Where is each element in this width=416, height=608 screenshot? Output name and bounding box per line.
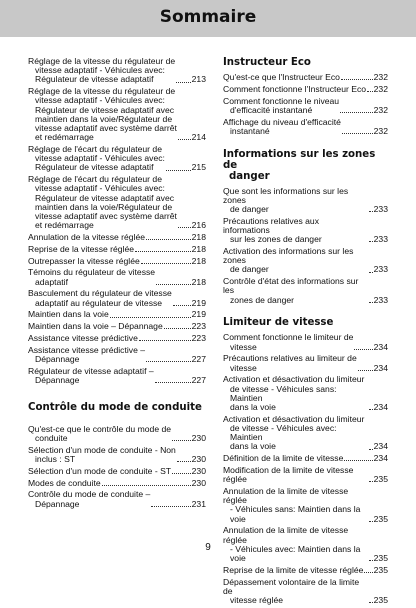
toc-entry-line: Témoins du régulateur de vitesse bbox=[28, 267, 156, 278]
dot-leader bbox=[341, 73, 373, 80]
toc-entry-line: Qu'est-ce que le contrôle du mode de bbox=[28, 423, 172, 434]
dot-leader bbox=[156, 278, 191, 285]
toc-entry-line: Comment fonctionne le niveau bbox=[223, 95, 340, 106]
toc-entry-line: vitesse adaptatif - Véhicules avec: bbox=[35, 95, 165, 106]
dot-leader bbox=[369, 596, 373, 603]
dot-leader bbox=[344, 454, 372, 461]
toc-page-number: 227 bbox=[191, 354, 206, 365]
toc-entry-line: de vitesse - Véhicules avec: Maintien bbox=[230, 423, 337, 443]
toc-entry-title bbox=[223, 375, 368, 412]
toc-entry-line: Régulateur de vitesse adaptatif avec bbox=[35, 104, 175, 115]
toc-entry-line: vitesse adaptatif avec système darrêt bbox=[35, 123, 177, 134]
toc-page-number: 218 bbox=[191, 276, 206, 287]
toc-entry-title bbox=[28, 467, 171, 476]
toc-entry[interactable] bbox=[28, 145, 206, 173]
toc-entry-line: Régulateur de vitesse adaptatif bbox=[35, 74, 154, 85]
section-heading-line: danger bbox=[229, 170, 270, 182]
dot-leader bbox=[151, 500, 190, 507]
section-heading bbox=[223, 317, 388, 328]
toc-entry-line: maintien dans la voie/Régulateur de bbox=[35, 113, 173, 124]
toc-page-number: 218 bbox=[191, 255, 206, 266]
toc-right-column bbox=[223, 57, 388, 608]
toc-page-number: 230 bbox=[191, 477, 206, 488]
toc-entry[interactable] bbox=[28, 233, 206, 242]
toc-entry-title bbox=[223, 217, 368, 245]
dot-leader bbox=[369, 403, 373, 410]
toc-entry-title bbox=[223, 354, 357, 372]
toc-entry-line: Activation et désactivation du limiteur bbox=[223, 413, 365, 424]
toc-page-number: 218 bbox=[191, 243, 206, 254]
toc-entry[interactable] bbox=[223, 578, 388, 606]
toc-entry-line: Comment fonctionne l'Instructeur Eco bbox=[223, 83, 367, 94]
toc-page-number: 215 bbox=[191, 162, 206, 173]
dot-leader bbox=[358, 364, 373, 371]
toc-page-number: 227 bbox=[191, 375, 206, 386]
toc-entry[interactable] bbox=[223, 333, 388, 351]
toc-entry-title bbox=[28, 233, 145, 242]
toc-entry-title bbox=[28, 490, 150, 508]
toc-entry-line: de danger bbox=[230, 264, 269, 275]
toc-entry[interactable] bbox=[223, 354, 388, 372]
toc-entry-line: maintien dans la voie/Régulateur de bbox=[35, 201, 173, 212]
toc-page-number: 216 bbox=[191, 220, 206, 231]
toc-entry-line: dans la voie bbox=[230, 441, 276, 452]
toc-entry-line: Annulation de la limite de vitesse réglée bbox=[223, 525, 349, 545]
toc-entry-line: instantané bbox=[230, 125, 270, 136]
page-number: 9 bbox=[205, 542, 211, 553]
toc-page-number: 233 bbox=[373, 294, 388, 305]
dot-leader bbox=[139, 334, 191, 341]
toc-entry-line: Reprise de la limite de vitesse réglée bbox=[223, 564, 364, 575]
toc-page-number: 231 bbox=[191, 498, 206, 509]
toc-page-number: 218 bbox=[191, 232, 206, 243]
toc-entry-title bbox=[223, 73, 340, 82]
toc-entry[interactable] bbox=[28, 479, 206, 488]
toc-entry-line: vitesse adaptatif - Véhicules avec: bbox=[35, 153, 165, 164]
toc-entry-line: Maintien dans la voie – Dépannage bbox=[28, 321, 163, 332]
toc-entry-line: Activation des informations sur les zones bbox=[223, 246, 354, 266]
toc-entry[interactable] bbox=[28, 57, 206, 85]
toc-entry[interactable] bbox=[28, 310, 206, 319]
toc-page-number: 235 bbox=[373, 513, 388, 524]
toc-entry-title bbox=[28, 310, 109, 319]
toc-entry[interactable] bbox=[223, 118, 388, 136]
toc-entry-title bbox=[28, 322, 163, 331]
toc-entry[interactable] bbox=[223, 247, 388, 275]
toc-entry-line: zones de danger bbox=[230, 294, 295, 305]
dot-leader bbox=[178, 221, 191, 228]
toc-entry[interactable] bbox=[223, 566, 388, 575]
toc-page-number: 234 bbox=[373, 402, 388, 413]
toc-entry-line: Réglage de l'écart du régulateur de bbox=[28, 144, 162, 155]
toc-entry-title bbox=[223, 566, 363, 575]
toc-entry-title bbox=[223, 97, 339, 115]
dot-leader bbox=[141, 257, 191, 264]
toc-entry[interactable] bbox=[28, 367, 206, 385]
toc-entry-line: Dépannage bbox=[35, 375, 80, 386]
toc-entry-line: adaptatif bbox=[35, 276, 68, 287]
toc-entry-line: vitesse adaptatif - Véhicules avec: bbox=[35, 183, 165, 194]
toc-page-number: 235 bbox=[373, 564, 388, 575]
dot-leader bbox=[110, 311, 191, 318]
toc-entry-line: Dépannage bbox=[35, 498, 80, 509]
section-heading-line: Instructeur Eco bbox=[223, 57, 311, 68]
toc-entry[interactable] bbox=[28, 289, 206, 307]
toc-entry-title bbox=[28, 289, 172, 307]
dot-leader bbox=[172, 434, 191, 441]
section-heading: Contrôle du mode de conduite bbox=[28, 401, 202, 413]
dot-leader bbox=[166, 164, 191, 171]
toc-entry-title bbox=[223, 247, 368, 275]
toc-page-number: 223 bbox=[191, 333, 206, 344]
toc-entry-line: Régulateur de vitesse adaptatif avec bbox=[35, 192, 175, 203]
toc-entry-title bbox=[223, 118, 341, 136]
toc-entry-line: Réglage de l'écart du régulateur de bbox=[28, 174, 162, 185]
toc-page-number: 232 bbox=[373, 83, 388, 94]
toc-entry-line: Sélection d'un mode de conduite - Non bbox=[28, 444, 176, 455]
toc-entry-line: Outrepasser la vitesse réglée bbox=[28, 255, 140, 266]
toc-entry-title bbox=[28, 245, 134, 254]
toc-entry-line: Basculement du régulateur de vitesse bbox=[28, 288, 172, 299]
dot-leader bbox=[367, 85, 373, 92]
toc-entry-line: et redémarrage bbox=[35, 220, 94, 231]
toc-page-number: 233 bbox=[373, 234, 388, 245]
toc-entry-line: Annulation de la vitesse réglée bbox=[28, 232, 146, 243]
toc-entry[interactable] bbox=[28, 245, 206, 254]
toc-entry-line: Réglage de la vitesse du régulateur de bbox=[28, 86, 176, 97]
toc-entry[interactable] bbox=[28, 175, 206, 230]
section-heading bbox=[223, 57, 388, 68]
toc-entry-line: Modification de la limite de vitesse réglée bbox=[223, 465, 354, 485]
dot-leader bbox=[369, 443, 373, 450]
toc-entry[interactable] bbox=[28, 346, 206, 364]
toc-page-number: 233 bbox=[373, 204, 388, 214]
toc-entry-title bbox=[223, 415, 368, 452]
toc-entry[interactable] bbox=[28, 257, 206, 266]
toc-entry-line: Que sont les informations sur les zones bbox=[223, 185, 349, 205]
dot-leader bbox=[155, 376, 191, 383]
toc-entry-title bbox=[223, 454, 343, 463]
toc-page-number: 223 bbox=[191, 321, 206, 332]
toc-entry-line: de vitesse - Véhicules sans: Maintien bbox=[230, 383, 337, 403]
toc-entry-title bbox=[223, 187, 368, 215]
section-heading bbox=[223, 149, 388, 182]
toc-page-number: 234 bbox=[373, 441, 388, 452]
toc-entry-title bbox=[28, 57, 175, 85]
toc-entry-line: conduite bbox=[35, 433, 68, 444]
toc-entry[interactable] bbox=[28, 490, 206, 508]
dot-leader bbox=[146, 233, 191, 240]
toc-entry[interactable] bbox=[223, 277, 388, 305]
toc-page-number: 232 bbox=[373, 125, 388, 136]
toc-entry-title bbox=[28, 446, 176, 464]
section-spacer bbox=[223, 139, 388, 149]
toc-entry-line: vitesse adaptatif avec système darrêt bbox=[35, 211, 177, 222]
toc-entry[interactable] bbox=[223, 454, 388, 463]
toc-entry-line: Contrôle d'état des informations sur les bbox=[223, 276, 359, 296]
page-title: Sommaire bbox=[159, 7, 257, 27]
dot-leader bbox=[340, 106, 373, 113]
toc-entry-line: et redémarrage bbox=[35, 132, 94, 143]
dot-leader bbox=[342, 127, 373, 134]
toc-entry-title bbox=[223, 277, 368, 305]
toc-entry-title bbox=[28, 334, 138, 343]
toc-entry-line: Affichage du niveau d'efficacité bbox=[223, 116, 341, 127]
toc-entry-line: inclus : ST bbox=[35, 454, 76, 465]
toc-entry-line: Reprise de la vitesse réglée bbox=[28, 243, 135, 254]
dot-leader bbox=[173, 299, 191, 306]
toc-entry-line: Sélection d'un mode de conduite - ST bbox=[28, 465, 172, 476]
toc-entry-line: dans la voie bbox=[230, 402, 276, 413]
toc-entry-line: sur les zones de danger bbox=[230, 234, 322, 245]
dot-leader bbox=[364, 566, 372, 573]
toc-entry-title bbox=[28, 425, 171, 443]
dot-leader bbox=[369, 515, 373, 522]
toc-entry-line: vitesse bbox=[230, 362, 257, 373]
dot-leader bbox=[369, 475, 373, 482]
toc-page-number: 232 bbox=[373, 104, 388, 115]
toc-entry[interactable] bbox=[223, 375, 388, 412]
dot-leader bbox=[369, 296, 373, 303]
toc-entry-line: - Véhicules avec: Maintien dans la voie bbox=[230, 543, 361, 564]
dot-leader bbox=[354, 343, 372, 350]
toc-entry[interactable] bbox=[223, 187, 388, 215]
toc-entry-title bbox=[28, 346, 145, 364]
toc-entry-title bbox=[223, 578, 368, 606]
toc-page-number: 234 bbox=[373, 341, 388, 352]
toc-entry-title bbox=[28, 479, 101, 488]
dot-leader bbox=[178, 133, 191, 140]
toc-entry-line: Assistance vitesse prédictive – bbox=[28, 344, 146, 355]
dot-leader bbox=[369, 235, 373, 242]
toc-page-number: 234 bbox=[373, 453, 388, 464]
toc-entry-line: adaptatif au régulateur de vitesse bbox=[35, 297, 163, 308]
toc-entry-title bbox=[223, 333, 353, 351]
toc-entry-title bbox=[28, 268, 155, 286]
dot-leader bbox=[135, 245, 191, 252]
dot-leader bbox=[102, 479, 191, 486]
toc-left-column bbox=[28, 57, 206, 511]
toc-page-number: 233 bbox=[373, 264, 388, 275]
toc-entry-line: Dépassement volontaire de la limite de bbox=[223, 576, 360, 596]
toc-entry-title bbox=[223, 85, 366, 94]
toc-entry-title bbox=[223, 487, 368, 524]
dot-leader bbox=[177, 455, 191, 462]
toc-entry-line: Réglage de la vitesse du régulateur de bbox=[28, 56, 176, 66]
toc-page-number: 235 bbox=[373, 474, 388, 485]
toc-entry-line: Précautions relatives au limiteur de bbox=[223, 353, 357, 364]
toc-entry[interactable] bbox=[28, 425, 206, 443]
dot-leader bbox=[369, 554, 373, 561]
toc-entry[interactable] bbox=[28, 467, 206, 476]
section-spacer bbox=[28, 388, 206, 402]
toc-entry[interactable] bbox=[28, 268, 206, 286]
toc-entry[interactable] bbox=[28, 446, 206, 464]
toc-page-number: 213 bbox=[191, 74, 206, 85]
toc-page-number: 230 bbox=[191, 433, 206, 444]
section-heading-line: Limiteur de vitesse bbox=[223, 317, 334, 329]
toc-entry[interactable] bbox=[223, 415, 388, 452]
dot-leader bbox=[369, 266, 373, 273]
dot-leader bbox=[176, 76, 191, 83]
toc-entry[interactable] bbox=[223, 487, 388, 524]
toc-entry-title bbox=[28, 257, 140, 266]
toc-page-number: 230 bbox=[191, 465, 206, 476]
toc-entry-line: Annulation de la limite de vitesse réglée bbox=[223, 486, 349, 506]
toc-entry-line: Activation et désactivation du limiteur bbox=[223, 374, 365, 385]
toc-entry[interactable] bbox=[28, 322, 206, 331]
toc-page-number: 234 bbox=[373, 362, 388, 373]
toc-entry-line: Régulateur de vitesse adaptatif bbox=[35, 162, 154, 173]
toc-entry-title bbox=[28, 175, 177, 230]
toc-entry-line: vitesse réglée bbox=[230, 595, 284, 606]
toc-entry-title bbox=[28, 145, 165, 173]
toc-entry[interactable] bbox=[223, 73, 388, 82]
toc-page-number: 235 bbox=[373, 553, 388, 564]
dot-leader bbox=[172, 467, 191, 474]
toc-entry-line: de danger bbox=[230, 204, 269, 214]
toc-entry-title bbox=[223, 466, 368, 484]
toc-entry-line: - Véhicules sans: Maintien dans la voie bbox=[230, 504, 361, 524]
toc-entry-line: Définition de la limite de vitesse bbox=[223, 453, 344, 464]
toc-page-number: 219 bbox=[191, 297, 206, 308]
toc-entry-line: Assistance vitesse prédictive bbox=[28, 333, 138, 344]
toc-entry-line: vitesse adaptatif - Véhicules avec: bbox=[35, 65, 165, 76]
toc-page-number: 235 bbox=[373, 595, 388, 606]
toc-entry-line: Dépannage bbox=[35, 354, 80, 365]
toc-entry-title bbox=[28, 87, 177, 142]
toc-entry-line: Modes de conduite bbox=[28, 477, 101, 488]
toc-entry[interactable] bbox=[223, 85, 388, 94]
toc-page-number: 230 bbox=[191, 454, 206, 465]
toc-entry[interactable] bbox=[223, 217, 388, 245]
section-heading-line: Informations sur les zones de bbox=[223, 148, 376, 171]
dot-leader bbox=[369, 205, 373, 212]
dot-leader bbox=[164, 322, 191, 329]
toc-entry-title bbox=[28, 367, 154, 385]
toc-page-number: 214 bbox=[191, 132, 206, 143]
toc-entry-line: Comment fonctionne le limiteur de bbox=[223, 332, 354, 343]
toc-page-number: 219 bbox=[191, 309, 206, 320]
toc-entry-line: vitesse bbox=[230, 341, 257, 352]
toc-entry-line: Précautions relatives aux informations bbox=[223, 215, 320, 235]
toc-entry-line: Maintien dans la voie bbox=[28, 309, 109, 320]
toc-entry[interactable] bbox=[28, 87, 206, 142]
dot-leader bbox=[146, 355, 191, 362]
toc-entry[interactable] bbox=[28, 334, 206, 343]
toc-entry-line: d'efficacité instantané bbox=[230, 104, 313, 115]
toc-entry-line: Régulateur de vitesse adaptatif – bbox=[28, 365, 154, 376]
toc-page-number: 232 bbox=[373, 72, 388, 82]
section-spacer bbox=[223, 307, 388, 317]
toc-entry-line: Qu'est-ce que l'Instructeur Eco bbox=[223, 72, 340, 82]
toc-entry[interactable] bbox=[223, 466, 388, 484]
toc-entry-line: Contrôle du mode de conduite – bbox=[28, 489, 151, 500]
toc-entry[interactable] bbox=[223, 97, 388, 115]
